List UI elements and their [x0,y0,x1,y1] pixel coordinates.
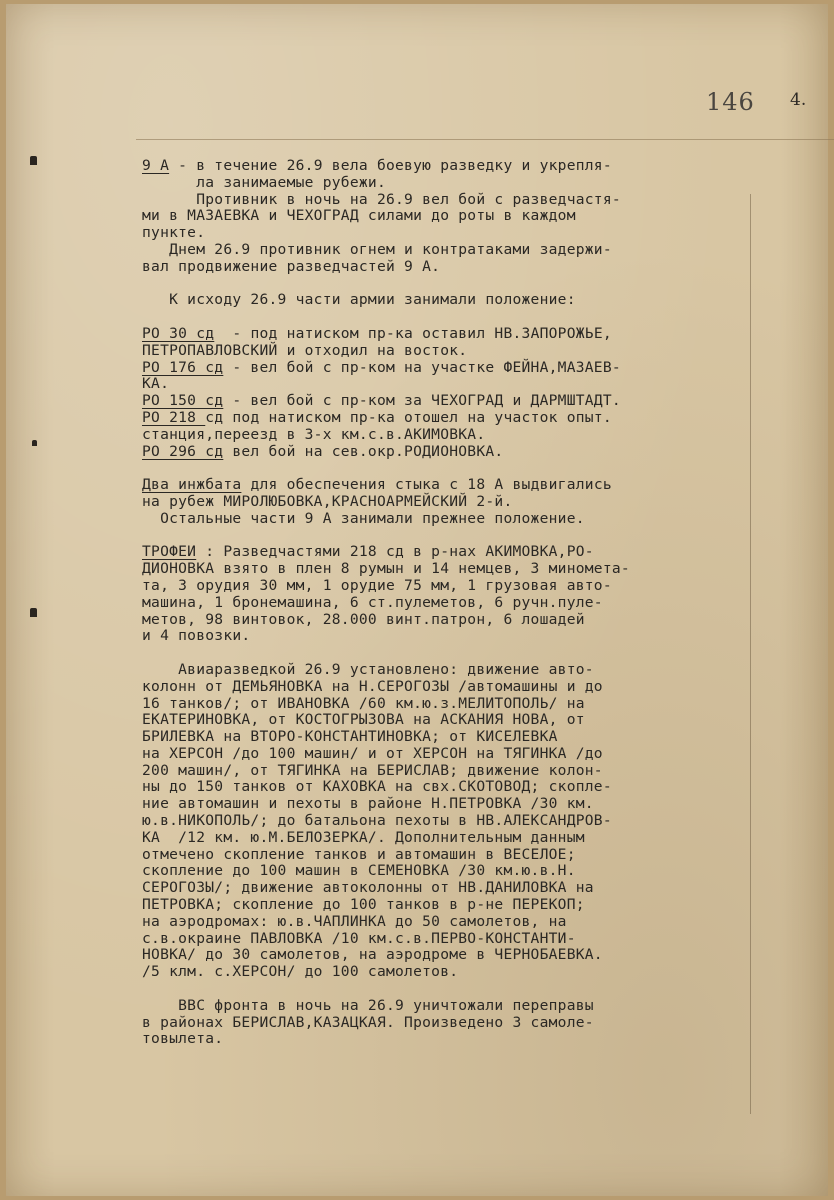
text-line [142,612,752,629]
text-line [142,192,752,209]
text-line [142,561,752,578]
line-text: : Разведчастями 218 сд в р-нах АКИМОВКА,РО- [196,543,594,561]
text-line [142,662,752,679]
binder-hole-mark-lower [30,608,37,617]
underlined-label: РО 150 сд [142,392,224,410]
handwritten-page-number: 146 [706,88,755,116]
line-text: ПЕТРОВКА; скопление до 100 танков в р-не ПЕРЕКОП; [142,896,585,914]
text-line [142,494,752,511]
underlined-label: РО 296 сд [142,442,224,460]
underlined-label: РО 176 сд [142,358,224,376]
text-line [142,998,752,1015]
line-text: и 4 повозки. [142,627,251,645]
text-line [142,393,752,410]
line-text: БРИЛЕВКА на ВТОРО-КОНСТАНТИНОВКА; от КИСЕЛЕВКА [142,728,558,746]
text-line [142,595,752,612]
binder-hole-mark-middle [32,440,37,446]
line-text: - под натиском пр-ка оставил НВ.ЗАПОРОЖЬЕ, [214,324,612,342]
line-text: - вел бой с пр-ком на участке ФЕЙНА,МАЗАЕВ- [223,358,621,376]
line-text: ю.в.НИКОПОЛЬ/; до батальона пехоты в НВ.АЛЕКСАНДРОВ- [142,812,612,830]
text-line [142,1015,752,1032]
text-line [142,746,752,763]
text-line [142,729,752,746]
text-line [142,242,752,259]
line-text: для обеспечения стыка с 18 А выдвигались [241,476,612,494]
text-line [142,175,752,192]
text-line [142,914,752,931]
text-line [142,679,752,696]
line-text: скопление до 100 машин в СЕМЕНОВКА /30 км.ю.в.Н. [142,862,576,880]
text-line [142,410,752,427]
text-line [142,813,752,830]
line-text: колонн от ДЕМЬЯНОВКА на Н.СЕРОГОЗЫ /автомашины и до [142,677,603,695]
text-line [142,360,752,377]
line-text: станция,переезд в 3-х км.с.в.АКИМОВКА. [142,425,486,443]
line-text: на аэродромах: ю.в.ЧАПЛИНКА до 50 самолетов, на [142,912,567,930]
text-line [142,947,752,964]
line-text: ние автомашин и пехоты в районе Н.ПЕТРОВКА /30 км. [142,795,594,813]
text-line [142,309,752,326]
line-text: ПЕТРОПАВЛОВСКИЙ и отходил на восток. [142,341,468,359]
text-line [142,544,752,561]
text-line [142,477,752,494]
line-text: ВВС фронта в ночь на 26.9 уничтожали переправы [142,996,594,1014]
text-line [142,276,752,293]
text-line [142,847,752,864]
text-line [142,830,752,847]
line-text: Авиаразведкой 26.9 установлено: движение авто- [142,660,594,678]
text-line [142,696,752,713]
text-line [142,528,752,545]
typed-report-text [142,158,752,1048]
line-text: 16 танков/; от ИВАНОВКА /60 км.ю.з.МЕЛИТОПОЛЬ/ на [142,694,585,712]
line-text: ны до 150 танков от КАХОВКА на свх.СКОТОВОД; скопле- [142,778,612,796]
text-line [142,460,752,477]
line-text: Днем 26.9 противник огнем и контратаками задержи- [142,240,612,258]
line-text: К исходу 26.9 части армии занимали положение: [142,291,576,309]
text-line [142,208,752,225]
underlined-label: РО 30 сд [142,324,215,342]
text-line [142,964,752,981]
line-text: НОВКА/ до 30 самолетов, на аэродроме в ЧЕРНОБАЕВКА. [142,946,603,964]
text-line [142,292,752,309]
text-line [142,427,752,444]
text-line [142,1031,752,1048]
underlined-label: РО 218 [142,408,206,426]
line-text: товылета. [142,1030,224,1048]
line-text: сд под натиском пр-ка отошел на участок опыт. [205,408,612,426]
text-line [142,158,752,175]
line-text: та, 3 орудия 30 мм, 1 орудие 75 мм, 1 грузовая авто- [142,576,612,594]
text-line [142,763,752,780]
line-text: на рубеж МИРОЛЮБОВКА,КРАСНОАРМЕЙСКИЙ 2-й. [142,492,513,510]
underlined-label: Два инжбата [142,476,242,494]
line-text: отмечено скопление танков и автомашин в ВЕСЕЛОЕ; [142,845,576,863]
underlined-label: 9 А [142,157,170,174]
line-text: пункте. [142,224,206,242]
text-line [142,931,752,948]
line-text: на ХЕРСОН /до 100 машин/ и от ХЕРСОН на ТЯГИНКА /до [142,744,603,762]
line-text: /5 клм. с.ХЕРСОН/ до 100 самолетов. [142,963,459,981]
line-text: КА /12 км. ю.М.БЕЛОЗЕРКА/. Дополнительным данным [142,828,585,846]
text-line [142,511,752,528]
text-line [142,376,752,393]
text-line [142,578,752,595]
line-text: метов, 98 винтовок, 28.000 винт.патрон, 6 лошадей [142,610,585,628]
line-text: - в течение 26.9 вела боевую разведку и укрепля- [169,157,612,174]
text-line [142,259,752,276]
text-line [142,981,752,998]
underlined-label: ТРОФЕИ [142,543,197,561]
line-text: вел бой на сев.окр.РОДИОНОВКА. [223,442,504,460]
line-text: ми в МАЗАЕВКА и ЧЕХОГРАД силами до роты в каждом [142,207,576,225]
text-line [142,326,752,343]
text-line [142,628,752,645]
line-text: в районах БЕРИСЛАВ,КАЗАЦКАЯ. Произведено 3 самоле- [142,1013,594,1031]
text-line [142,779,752,796]
line-text: СЕРОГОЗЫ/; движение автоколонны от НВ.ДАНИЛОВКА на [142,879,594,897]
line-text: вал продвижение разведчастей 9 А. [142,257,441,275]
text-line [142,343,752,360]
text-line [142,897,752,914]
line-text: Остальные части 9 А занимали прежнее положение. [142,509,585,527]
text-line [142,645,752,662]
binder-hole-mark-top [30,156,37,165]
text-line [142,225,752,242]
text-line [142,444,752,461]
faint-rule-line [136,139,834,140]
line-text: Противник в ночь на 26.9 вел бой с разведчастя- [142,190,621,208]
line-text: 200 машин/, от ТЯГИНКА на БЕРИСЛАВ; движение колон- [142,761,603,779]
text-line [142,796,752,813]
line-text: ЕКАТЕРИНОВКА, от КОСТОГРЫЗОВА на АСКАНИЯ НОВА, от [142,711,585,729]
line-text: КА. [142,375,170,393]
text-line [142,880,752,897]
text-line [142,863,752,880]
document-page [6,4,828,1196]
line-text: ла занимаемые рубежи. [142,173,386,191]
line-text: машина, 1 бронемашина, 6 ст.пулеметов, 6 ручн.пуле- [142,593,603,611]
text-line [142,712,752,729]
sheet-number: 4. [790,90,807,110]
line-text: - вел бой с пр-ком за ЧЕХОГРАД и ДАРМШТАДТ. [223,392,621,410]
line-text: с.в.окраине ПАВЛОВКА /10 км.с.в.ПЕРВО-КОНСТАНТИ- [142,929,576,947]
line-text: ДИОНОВКА взято в плен 8 румын и 14 немцев, 3 миномета- [142,560,630,578]
